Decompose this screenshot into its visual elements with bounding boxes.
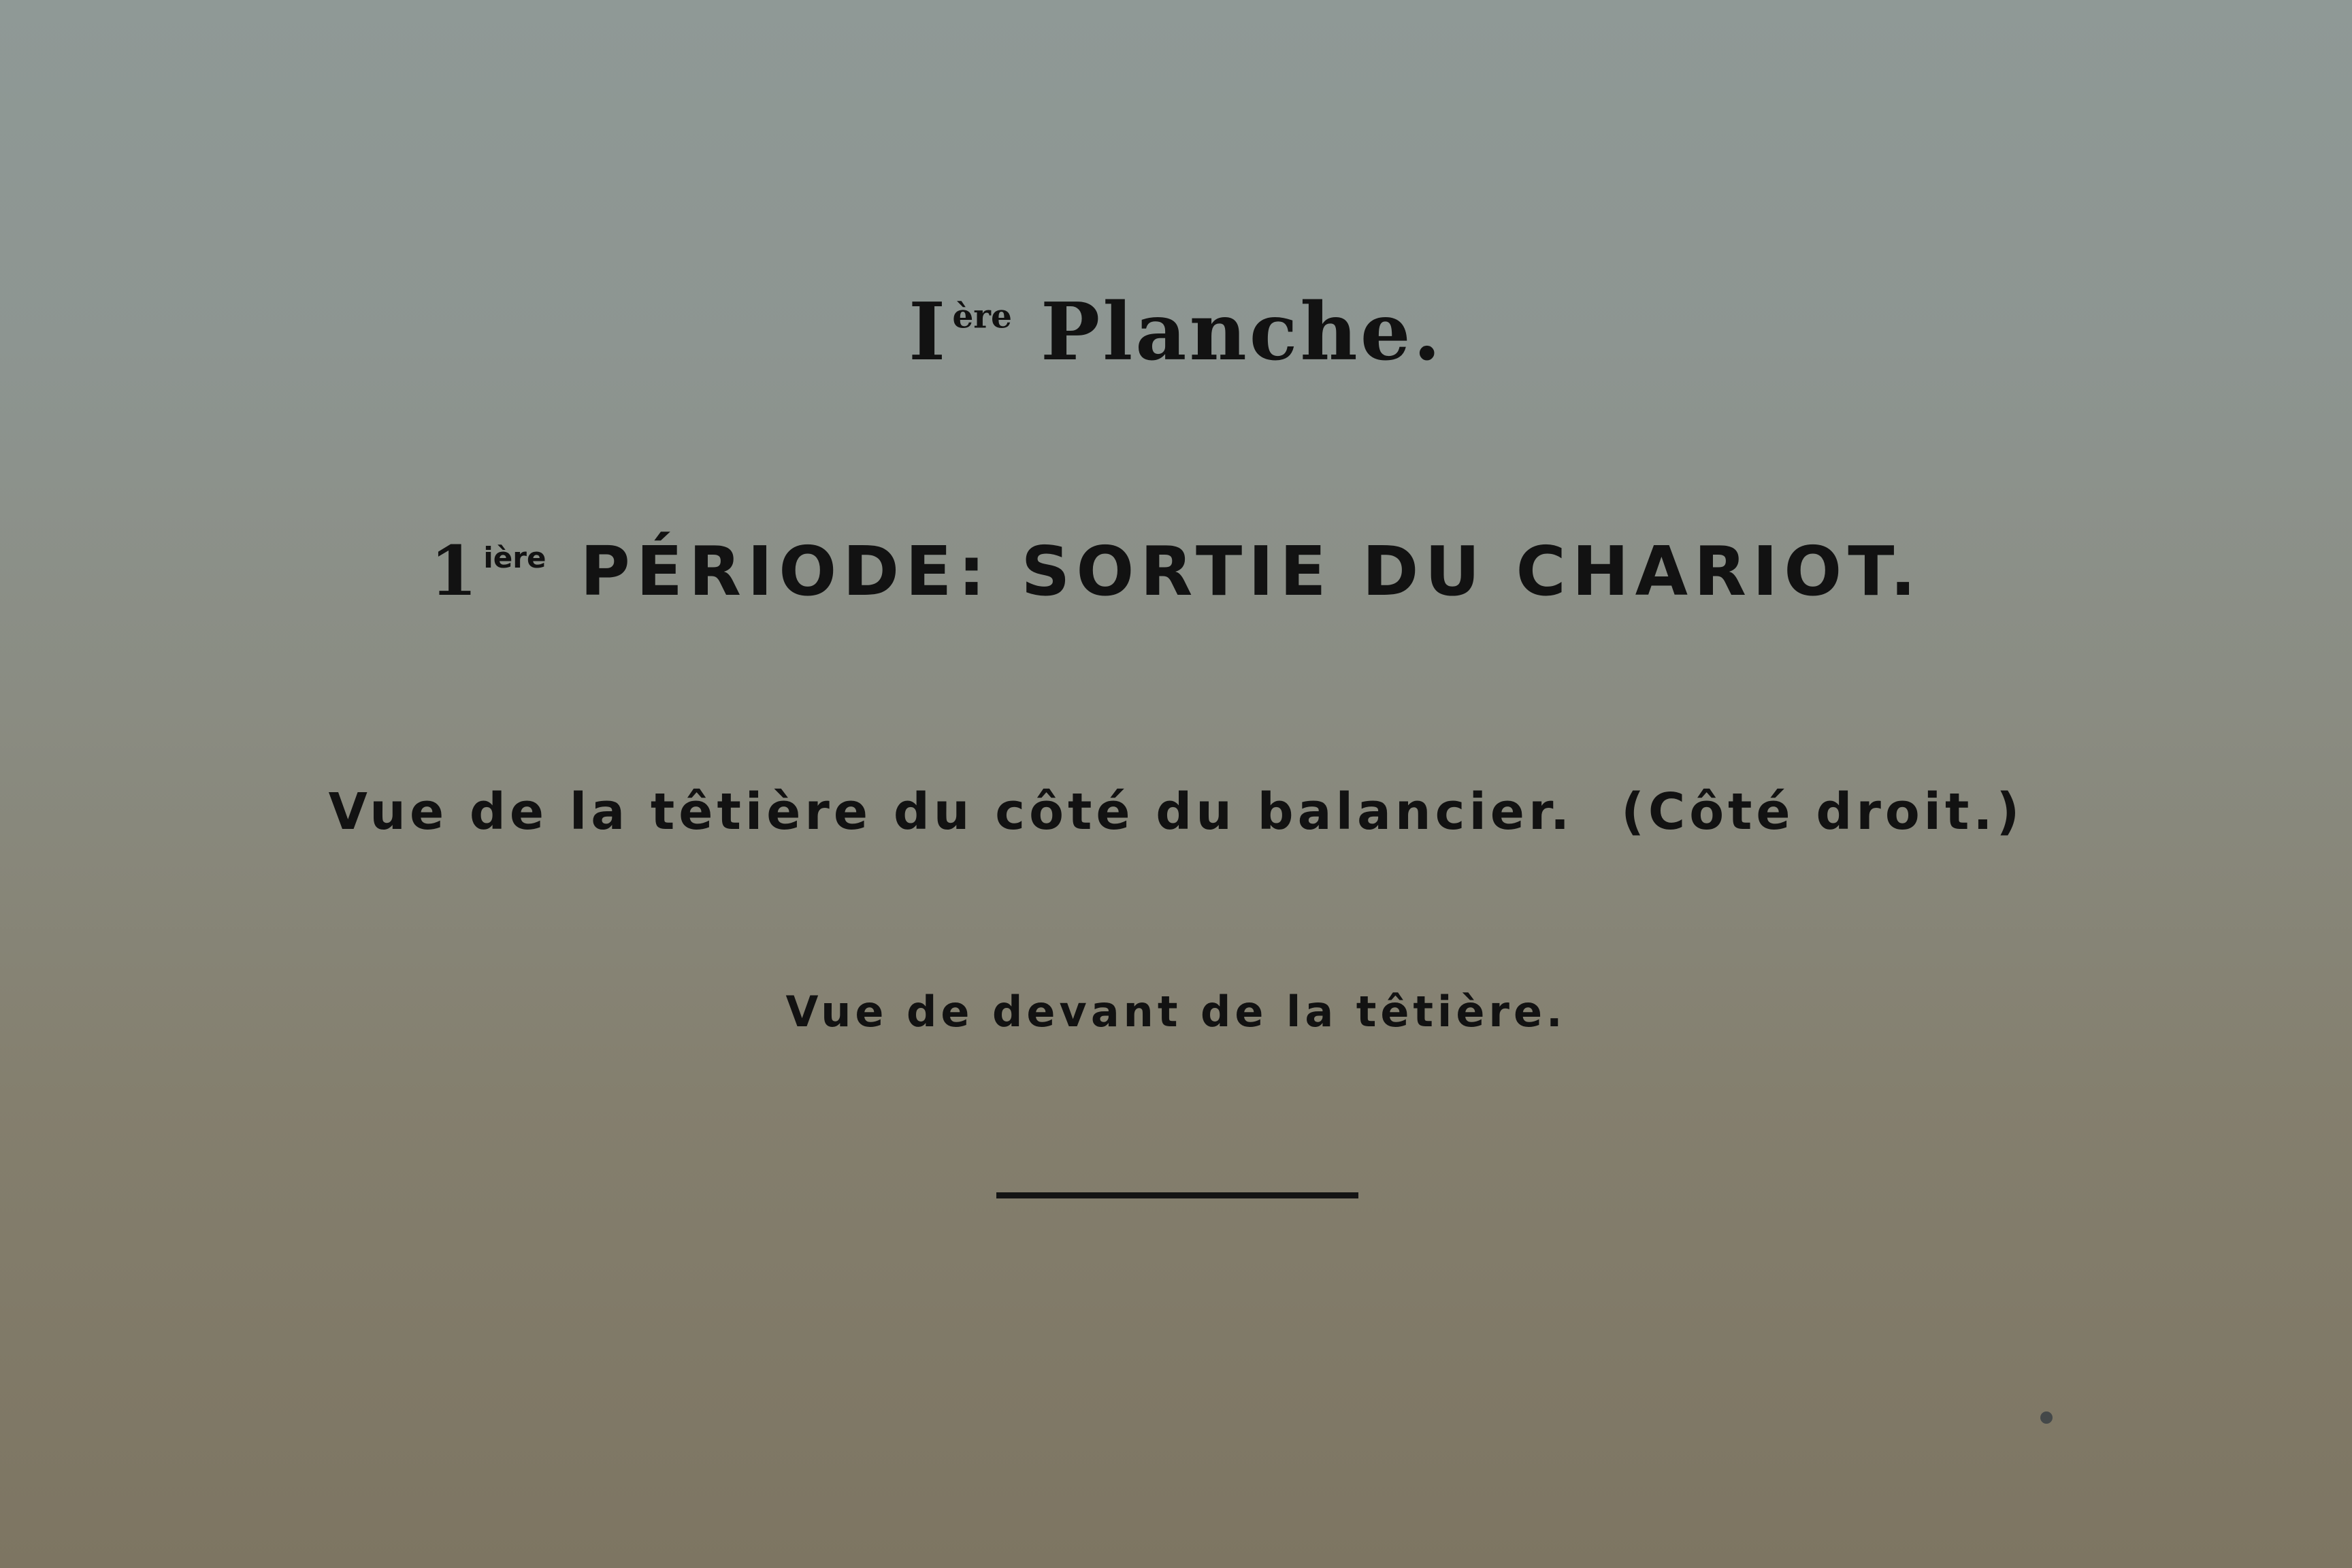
period-heading [0,531,2352,611]
period-number: 1 [429,531,484,611]
period-ordinal-suffix: ière [483,541,546,575]
paper-speck [2040,1411,2053,1424]
caption-front-view: Vue de devant de la têtière. [785,987,1567,1036]
plate-word: Planche. [1040,286,1443,378]
horizontal-rule [996,1192,1358,1198]
caption-side-view-text: Vue de la têtière du côté du balancier. [328,783,1574,841]
plate-title [0,286,2352,378]
period-label: PÉRIODE: SORTIE DU CHARIOT. [580,532,1923,611]
plate-roman-numeral: I [909,286,949,378]
plate-ordinal-suffix: ère [952,297,1012,336]
caption-side-note: (Côté droit.) [1621,783,2024,841]
caption-side-view [0,783,2352,841]
